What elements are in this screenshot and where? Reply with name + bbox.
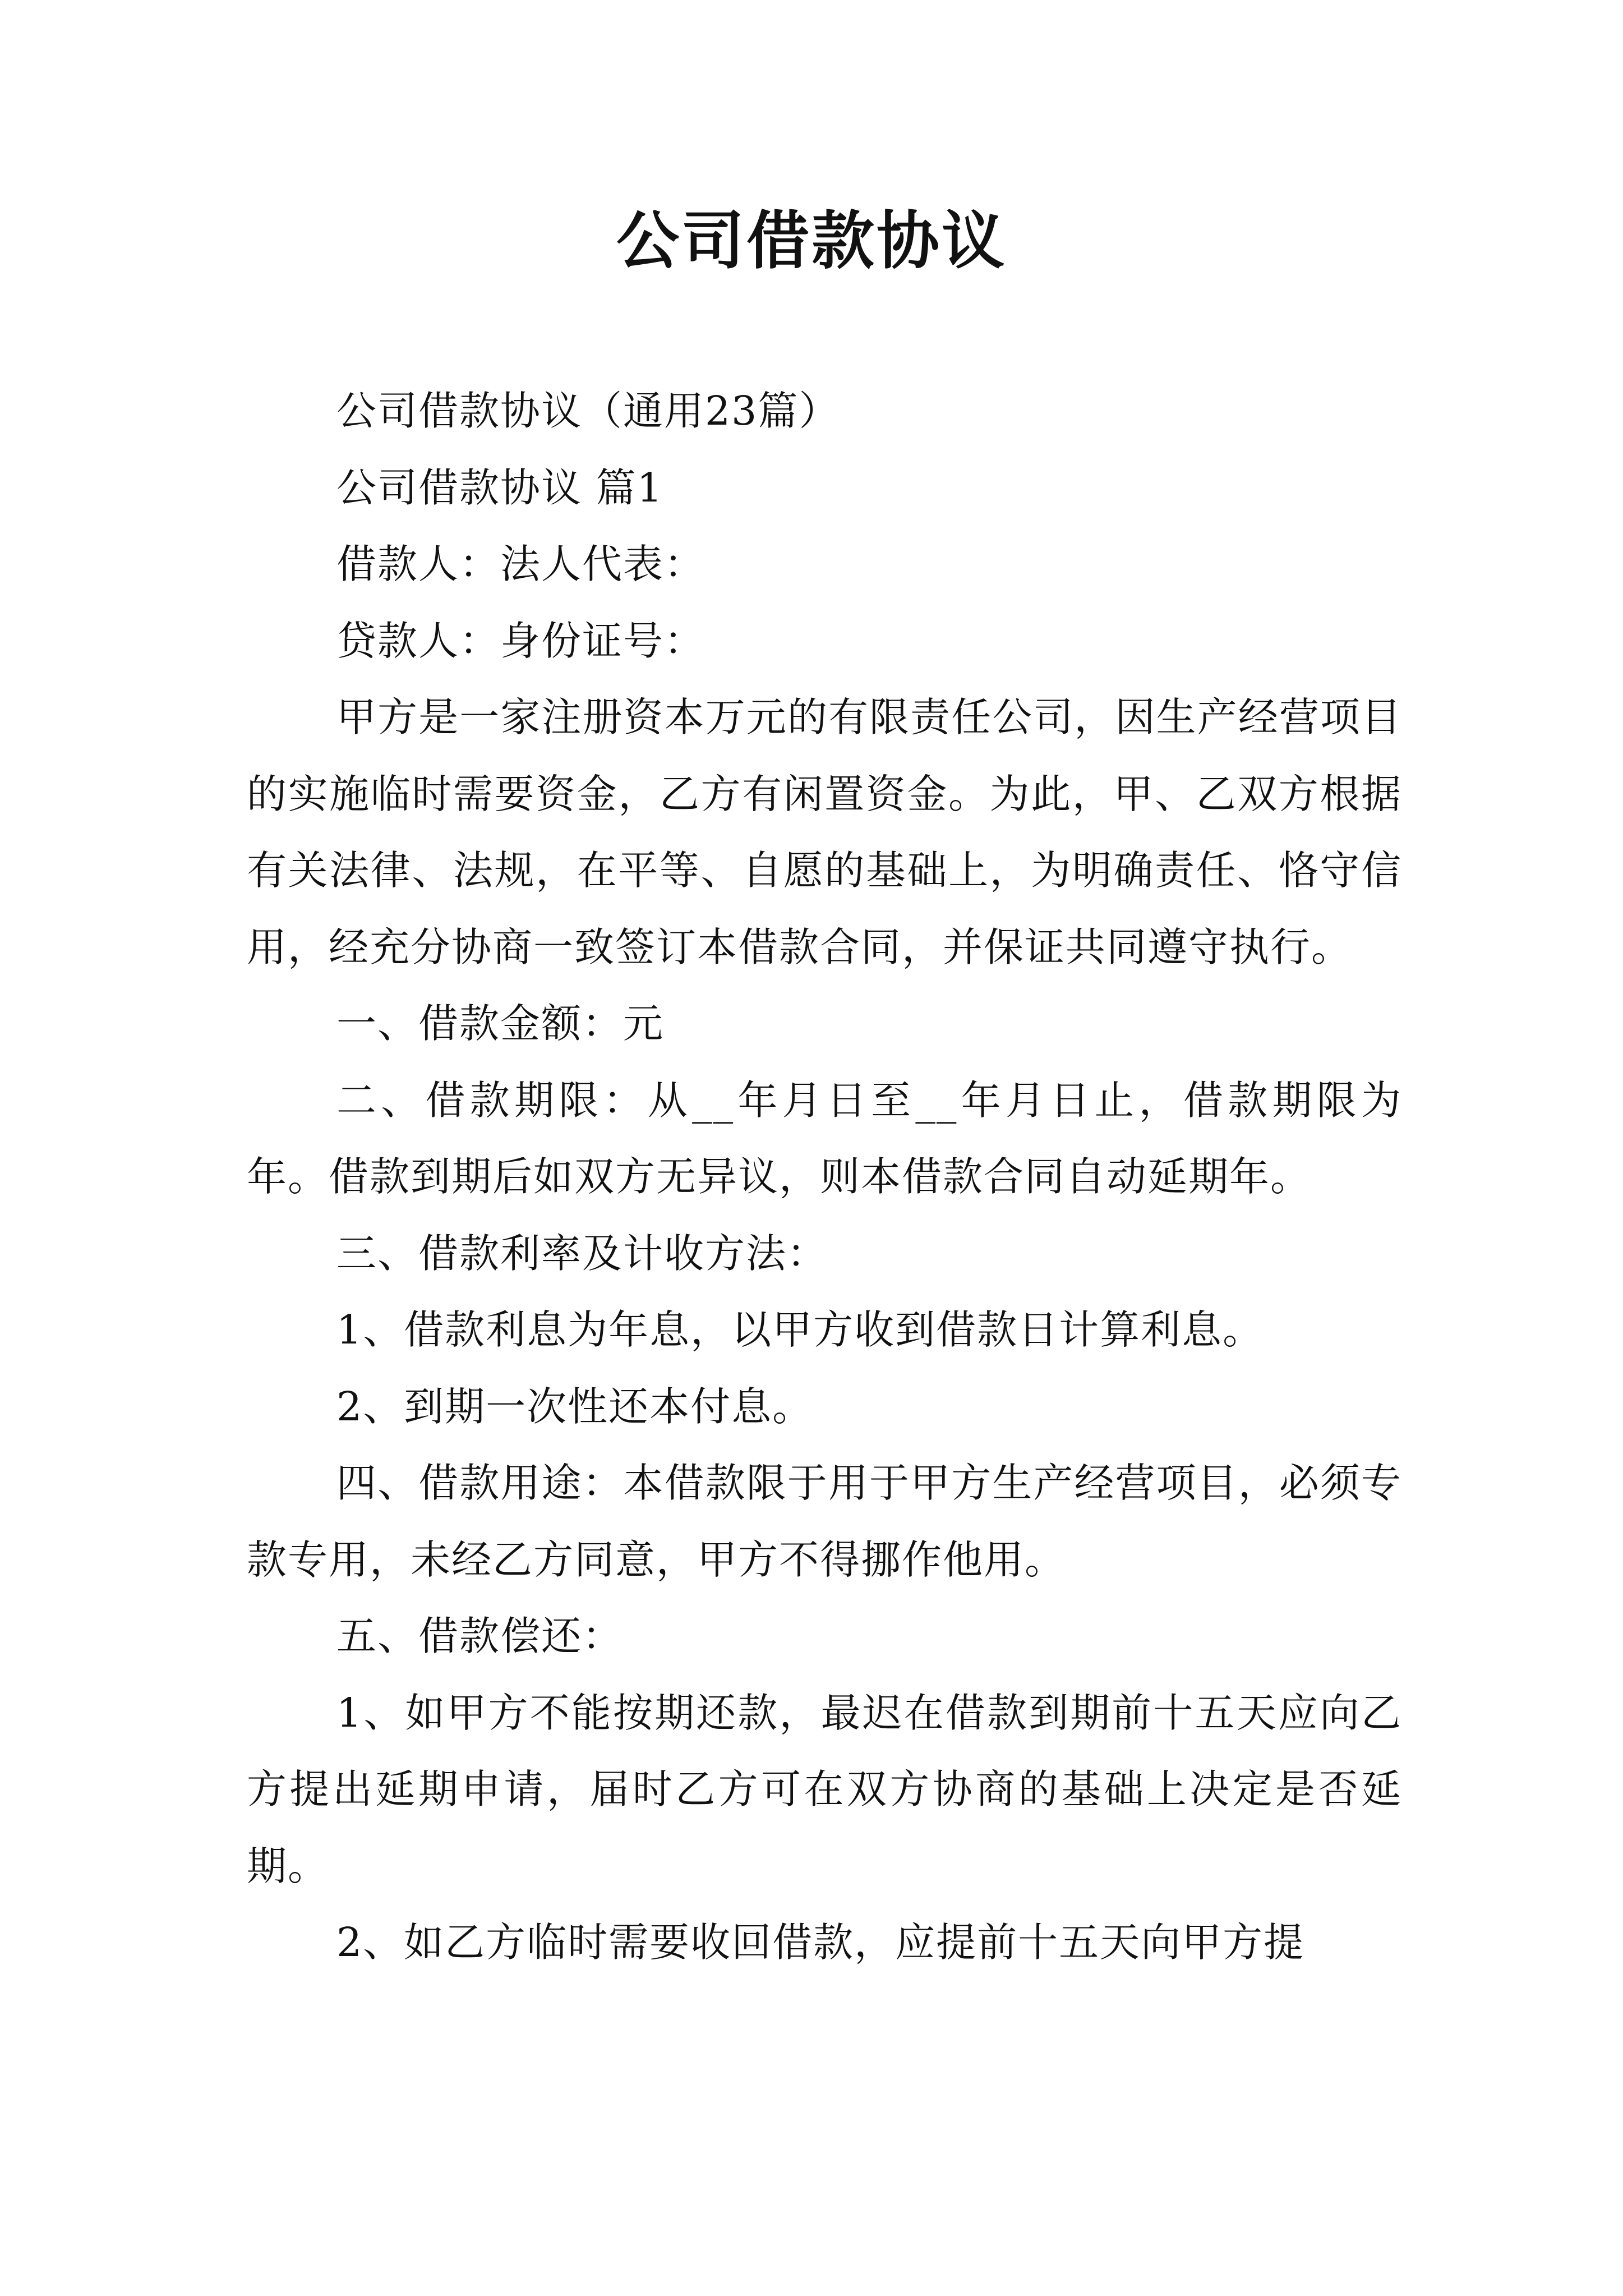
paragraph-preamble: 甲方是一家注册资本万元的有限责任公司，因生产经营项目的实施临时需要资金，乙方有闲置资金。为此，甲、乙双方根据有关法律、法规，在平等、自愿的基础上，为明确责任、恪守信用，经充分协商一致签订本借款合同，并保证共同遵守执行。: [247, 694, 1402, 970]
paragraph-clause-2: 二、借款期限：从__年月日至__年月日止，借款期限为年。借款到期后如双方无异议，则本借款合同自动延期年。: [247, 1076, 1402, 1200]
paragraph-clause-5: 五、借款偿还：: [336, 1613, 624, 1659]
paragraph-clause-3: 三、借款利率及计收方法：: [336, 1230, 828, 1277]
paragraph-section-heading: 公司借款协议 篇1: [336, 464, 663, 511]
paragraph-clause-5-item-2: 2、如乙方临时需要收回借款，应提前十五天向甲方提: [336, 1919, 1305, 1966]
paragraph-clause-4: 四、借款用途：本借款限于用于甲方生产经营项目，必须专款专用，未经乙方同意，甲方不得挪作他用。: [247, 1460, 1402, 1583]
document-title: 公司借款协议: [616, 205, 1007, 278]
paragraph-clause-5-item-1: 1、如甲方不能按期还款，最迟在借款到期前十五天应向乙方提出延期申请，届时乙方可在双方协商的基础上决定是否延期。: [247, 1689, 1402, 1889]
paragraph-borrower: 借款人：法人代表：: [336, 541, 706, 587]
paragraph-clause-3-item-2: 2、到期一次性还本付息。: [336, 1383, 814, 1430]
paragraph-clause-1: 一、借款金额：元: [336, 1000, 665, 1047]
document-body: [247, 373, 1402, 1981]
paragraph-subtitle: 公司借款协议（通用23篇）: [336, 388, 840, 434]
paragraph-lender: 贷款人：身份证号：: [336, 617, 706, 664]
paragraph-clause-3-item-1: 1、借款利息为年息，以甲方收到借款日计算利息。: [336, 1306, 1264, 1353]
